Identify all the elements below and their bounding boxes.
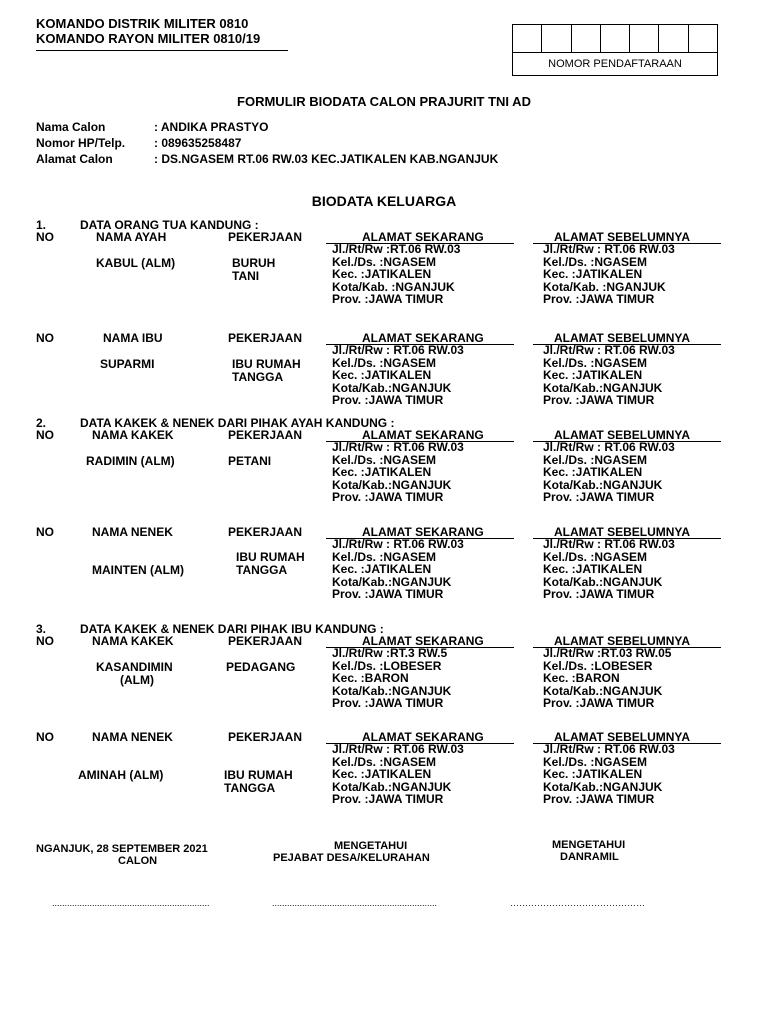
previous-address-line: Kota/Kab.:NGANJUK (543, 574, 663, 589)
current-address-line: Kota/Kab.:NGANJUK (332, 380, 452, 395)
current-address-line: Kel./Ds. :NGASEM (332, 254, 437, 269)
current-address-line: Kota/Kab.:NGANJUK (332, 477, 452, 492)
previous-address-line: Kec. :JATIKALEN (543, 267, 643, 282)
previous-address-line: Jl./Rt/Rw : RT.06 RW.03 (543, 242, 675, 256)
column-header-name: NAMA NENEK (92, 525, 173, 539)
registration-cell[interactable] (689, 25, 717, 52)
previous-address-line: Jl./Rt/Rw : RT.06 RW.03 (543, 742, 675, 756)
candidate-name-value: : ANDIKA PRASTYO (154, 120, 269, 134)
signature-line-village-official: .................................................................. (272, 898, 438, 908)
current-address-line: Kec. :BARON (332, 671, 409, 686)
column-header-previous-address: ALAMAT SEBELUMNYA (554, 428, 691, 442)
previous-address-line: Prov. :JAWA TIMUR (543, 490, 655, 505)
header-underline (36, 50, 288, 51)
previous-address-line: Kec. :JATIKALEN (543, 465, 643, 480)
previous-address-line: Kec. :BARON (543, 671, 620, 686)
current-address-line: Jl./Rt/Rw : RT.06 RW.03 (332, 537, 464, 551)
previous-address-line: Kel./Ds. :NGASEM (543, 355, 648, 370)
column-header-current-address: ALAMAT SEKARANG (362, 230, 484, 244)
previous-address-line: Kec. :JATIKALEN (543, 767, 643, 782)
person-occupation: TANGGA (236, 563, 288, 577)
person-occupation: TANGGA (224, 781, 276, 795)
person-name: SUPARMI (100, 357, 155, 371)
previous-address-line: Kota/Kab.:NGANJUK (543, 380, 663, 395)
person-name: KASANDIMIN (96, 660, 173, 674)
previous-address-line: Jl./Rt/Rw :RT.03 RW.05 (543, 646, 672, 660)
column-header-job: PEKERJAAN (228, 428, 303, 442)
column-header-job: PEKERJAAN (228, 525, 303, 539)
person-name: MAINTEN (ALM) (92, 563, 184, 577)
previous-address-line: Jl./Rt/Rw : RT.06 RW.03 (543, 440, 675, 454)
current-address-line: Kel./Ds. :NGASEM (332, 452, 437, 467)
previous-address-line: Kota/Kab.:NGANJUK (543, 683, 663, 698)
current-address-line: Prov. :JAWA TIMUR (332, 292, 444, 307)
previous-address-line: Prov. :JAWA TIMUR (543, 696, 655, 711)
current-address-line: Kel./Ds. :NGASEM (332, 754, 437, 769)
person-occupation: IBU RUMAH (224, 768, 293, 782)
column-header-previous-address: ALAMAT SEBELUMNYA (554, 230, 691, 244)
registration-cell[interactable] (601, 25, 630, 52)
column-header-current-address: ALAMAT SEKARANG (362, 525, 484, 539)
person-occupation: PEDAGANG (226, 660, 296, 674)
column-header-name: NAMA AYAH (96, 230, 167, 244)
registration-cell[interactable] (630, 25, 659, 52)
column-header-name: NAMA NENEK (92, 730, 173, 744)
current-address-line: Jl./Rt/Rw :RT.06 RW.03 (332, 242, 461, 256)
previous-address-line: Jl./Rt/Rw : RT.06 RW.03 (543, 537, 675, 551)
registration-cells (513, 25, 717, 53)
previous-address-line: Kel./Ds. :NGASEM (543, 549, 648, 564)
current-address-line: Jl./Rt/Rw : RT.06 RW.03 (332, 343, 464, 357)
column-header-no: NO (36, 730, 54, 744)
column-header-current-address: ALAMAT SEKARANG (362, 634, 484, 648)
current-address-line: Kec. :JATIKALEN (332, 767, 432, 782)
column-header-previous-address: ALAMAT SEBELUMNYA (554, 331, 691, 345)
column-header-current-address: ALAMAT SEKARANG (362, 428, 484, 442)
signature-right-label-2: DANRAMIL (560, 851, 619, 863)
column-header-previous-address: ALAMAT SEBELUMNYA (554, 634, 691, 648)
person-occupation: IBU RUMAH (236, 550, 305, 564)
family-biodata-heading: BIODATA KELUARGA (311, 193, 457, 209)
registration-caption: NOMOR PENDAFTARAAN (548, 58, 682, 70)
column-header-no: NO (36, 230, 54, 244)
current-address-line: Kota/Kab.:NGANJUK (332, 779, 452, 794)
current-address-line: Kota/Kab.:NGANJUK (332, 574, 452, 589)
person-name: (ALM) (120, 673, 154, 687)
person-occupation: BURUH (232, 256, 276, 270)
person-occupation: PETANI (228, 454, 272, 468)
column-header-job: PEKERJAAN (228, 331, 303, 345)
section-number: 3. (36, 622, 47, 636)
column-header-current-address: ALAMAT SEKARANG (362, 331, 484, 345)
person-occupation: IBU RUMAH (232, 357, 301, 371)
header-line-2: KOMANDO RAYON MILITER 0810/19 (36, 31, 261, 46)
section-number: 1. (36, 218, 47, 232)
signature-candidate-label: CALON (118, 855, 158, 867)
current-address-line: Jl./Rt/Rw :RT.3 RW.5 (332, 646, 448, 660)
previous-address-line: Prov. :JAWA TIMUR (543, 393, 655, 408)
signature-mid-label-2: PEJABAT DESA/KELURAHAN (273, 852, 430, 864)
current-address-line: Prov. :JAWA TIMUR (332, 792, 444, 807)
current-address-line: Kec. :JATIKALEN (332, 267, 432, 282)
previous-address-line: Kel./Ds. :LOBESER (543, 658, 653, 673)
previous-address-line: Prov. :JAWA TIMUR (543, 792, 655, 807)
signature-line-danramil: ……………………………………… (510, 898, 645, 908)
section-title: DATA ORANG TUA KANDUNG : (80, 218, 259, 232)
person-name: AMINAH (ALM) (78, 768, 164, 782)
person-name: KABUL (ALM) (96, 256, 176, 270)
candidate-phone-label: Nomor HP/Telp. (36, 136, 126, 150)
column-header-name: NAMA KAKEK (92, 634, 174, 648)
previous-address-line: Prov. :JAWA TIMUR (543, 292, 655, 307)
previous-address-line: Kota/Kab. :NGANJUK (543, 279, 666, 294)
previous-address-line: Kota/Kab.:NGANJUK (543, 779, 663, 794)
section-number: 2. (36, 416, 47, 430)
column-header-previous-address: ALAMAT SEBELUMNYA (554, 730, 691, 744)
current-address-line: Prov. :JAWA TIMUR (332, 696, 444, 711)
previous-address-line: Kel./Ds. :NGASEM (543, 254, 648, 269)
current-address-line: Kec. :JATIKALEN (332, 368, 432, 383)
previous-address-line: Jl./Rt/Rw : RT.06 RW.03 (543, 343, 675, 357)
previous-address-line: Kec. :JATIKALEN (543, 368, 643, 383)
candidate-address-label: Alamat Calon (36, 152, 113, 166)
current-address-line: Prov. :JAWA TIMUR (332, 587, 444, 602)
column-header-no: NO (36, 525, 54, 539)
registration-cell[interactable] (572, 25, 601, 52)
previous-address-line: Kel./Ds. :NGASEM (543, 452, 648, 467)
previous-address-line: Kota/Kab.:NGANJUK (543, 477, 663, 492)
registration-number-box (512, 24, 718, 76)
signature-place-date: NGANJUK, 28 SEPTEMBER 2021 (36, 843, 208, 855)
person-name: RADIMIN (ALM) (86, 454, 175, 468)
signature-right-label-1: MENGETAHUI (552, 839, 626, 851)
column-header-no: NO (36, 331, 54, 345)
column-header-name: NAMA IBU (103, 331, 163, 345)
column-header-job: PEKERJAAN (228, 730, 303, 744)
signature-line-candidate: ............................................................... (52, 898, 210, 908)
column-header-job: PEKERJAAN (228, 230, 303, 244)
candidate-address-value: : DS.NGASEM RT.06 RW.03 KEC.JATIKALEN KAB.NGANJUK (154, 152, 499, 166)
column-header-previous-address: ALAMAT SEBELUMNYA (554, 525, 691, 539)
current-address-line: Kel./Ds. :NGASEM (332, 549, 437, 564)
person-occupation: TANGGA (232, 370, 284, 384)
column-header-name: NAMA KAKEK (92, 428, 174, 442)
person-occupation: TANI (232, 269, 260, 283)
registration-cell[interactable] (513, 25, 542, 52)
section-title: DATA KAKEK & NENEK DARI PIHAK IBU KANDUNG : (80, 622, 384, 636)
current-address-line: Jl./Rt/Rw : RT.06 RW.03 (332, 742, 464, 756)
current-address-line: Prov. :JAWA TIMUR (332, 490, 444, 505)
current-address-line: Kel./Ds. :LOBESER (332, 658, 442, 673)
registration-cell[interactable] (659, 25, 688, 52)
signature-mid-label-1: MENGETAHUI (334, 840, 408, 852)
column-header-job: PEKERJAAN (228, 634, 303, 648)
candidate-name-label: Nama Calon (36, 120, 106, 134)
column-header-no: NO (36, 634, 54, 648)
previous-address-line: Prov. :JAWA TIMUR (543, 587, 655, 602)
previous-address-line: Kel./Ds. :NGASEM (543, 754, 648, 769)
column-header-no: NO (36, 428, 54, 442)
current-address-line: Kec. :JATIKALEN (332, 465, 432, 480)
section-title: DATA KAKEK & NENEK DARI PIHAK AYAH KANDUNG : (80, 416, 395, 430)
current-address-line: Kec. :JATIKALEN (332, 562, 432, 577)
current-address-line: Kel./Ds. :NGASEM (332, 355, 437, 370)
current-address-line: Prov. :JAWA TIMUR (332, 393, 444, 408)
candidate-phone-value: : 089635258487 (154, 136, 242, 150)
current-address-line: Jl./Rt/Rw : RT.06 RW.03 (332, 440, 464, 454)
form-title: FORMULIR BIODATA CALON PRAJURIT TNI AD (237, 94, 531, 109)
column-header-current-address: ALAMAT SEKARANG (362, 730, 484, 744)
current-address-line: Kota/Kab. :NGANJUK (332, 279, 455, 294)
registration-cell[interactable] (542, 25, 571, 52)
header-line-1: KOMANDO DISTRIK MILITER 0810 (36, 16, 249, 31)
current-address-line: Kota/Kab.:NGANJUK (332, 683, 452, 698)
previous-address-line: Kec. :JATIKALEN (543, 562, 643, 577)
